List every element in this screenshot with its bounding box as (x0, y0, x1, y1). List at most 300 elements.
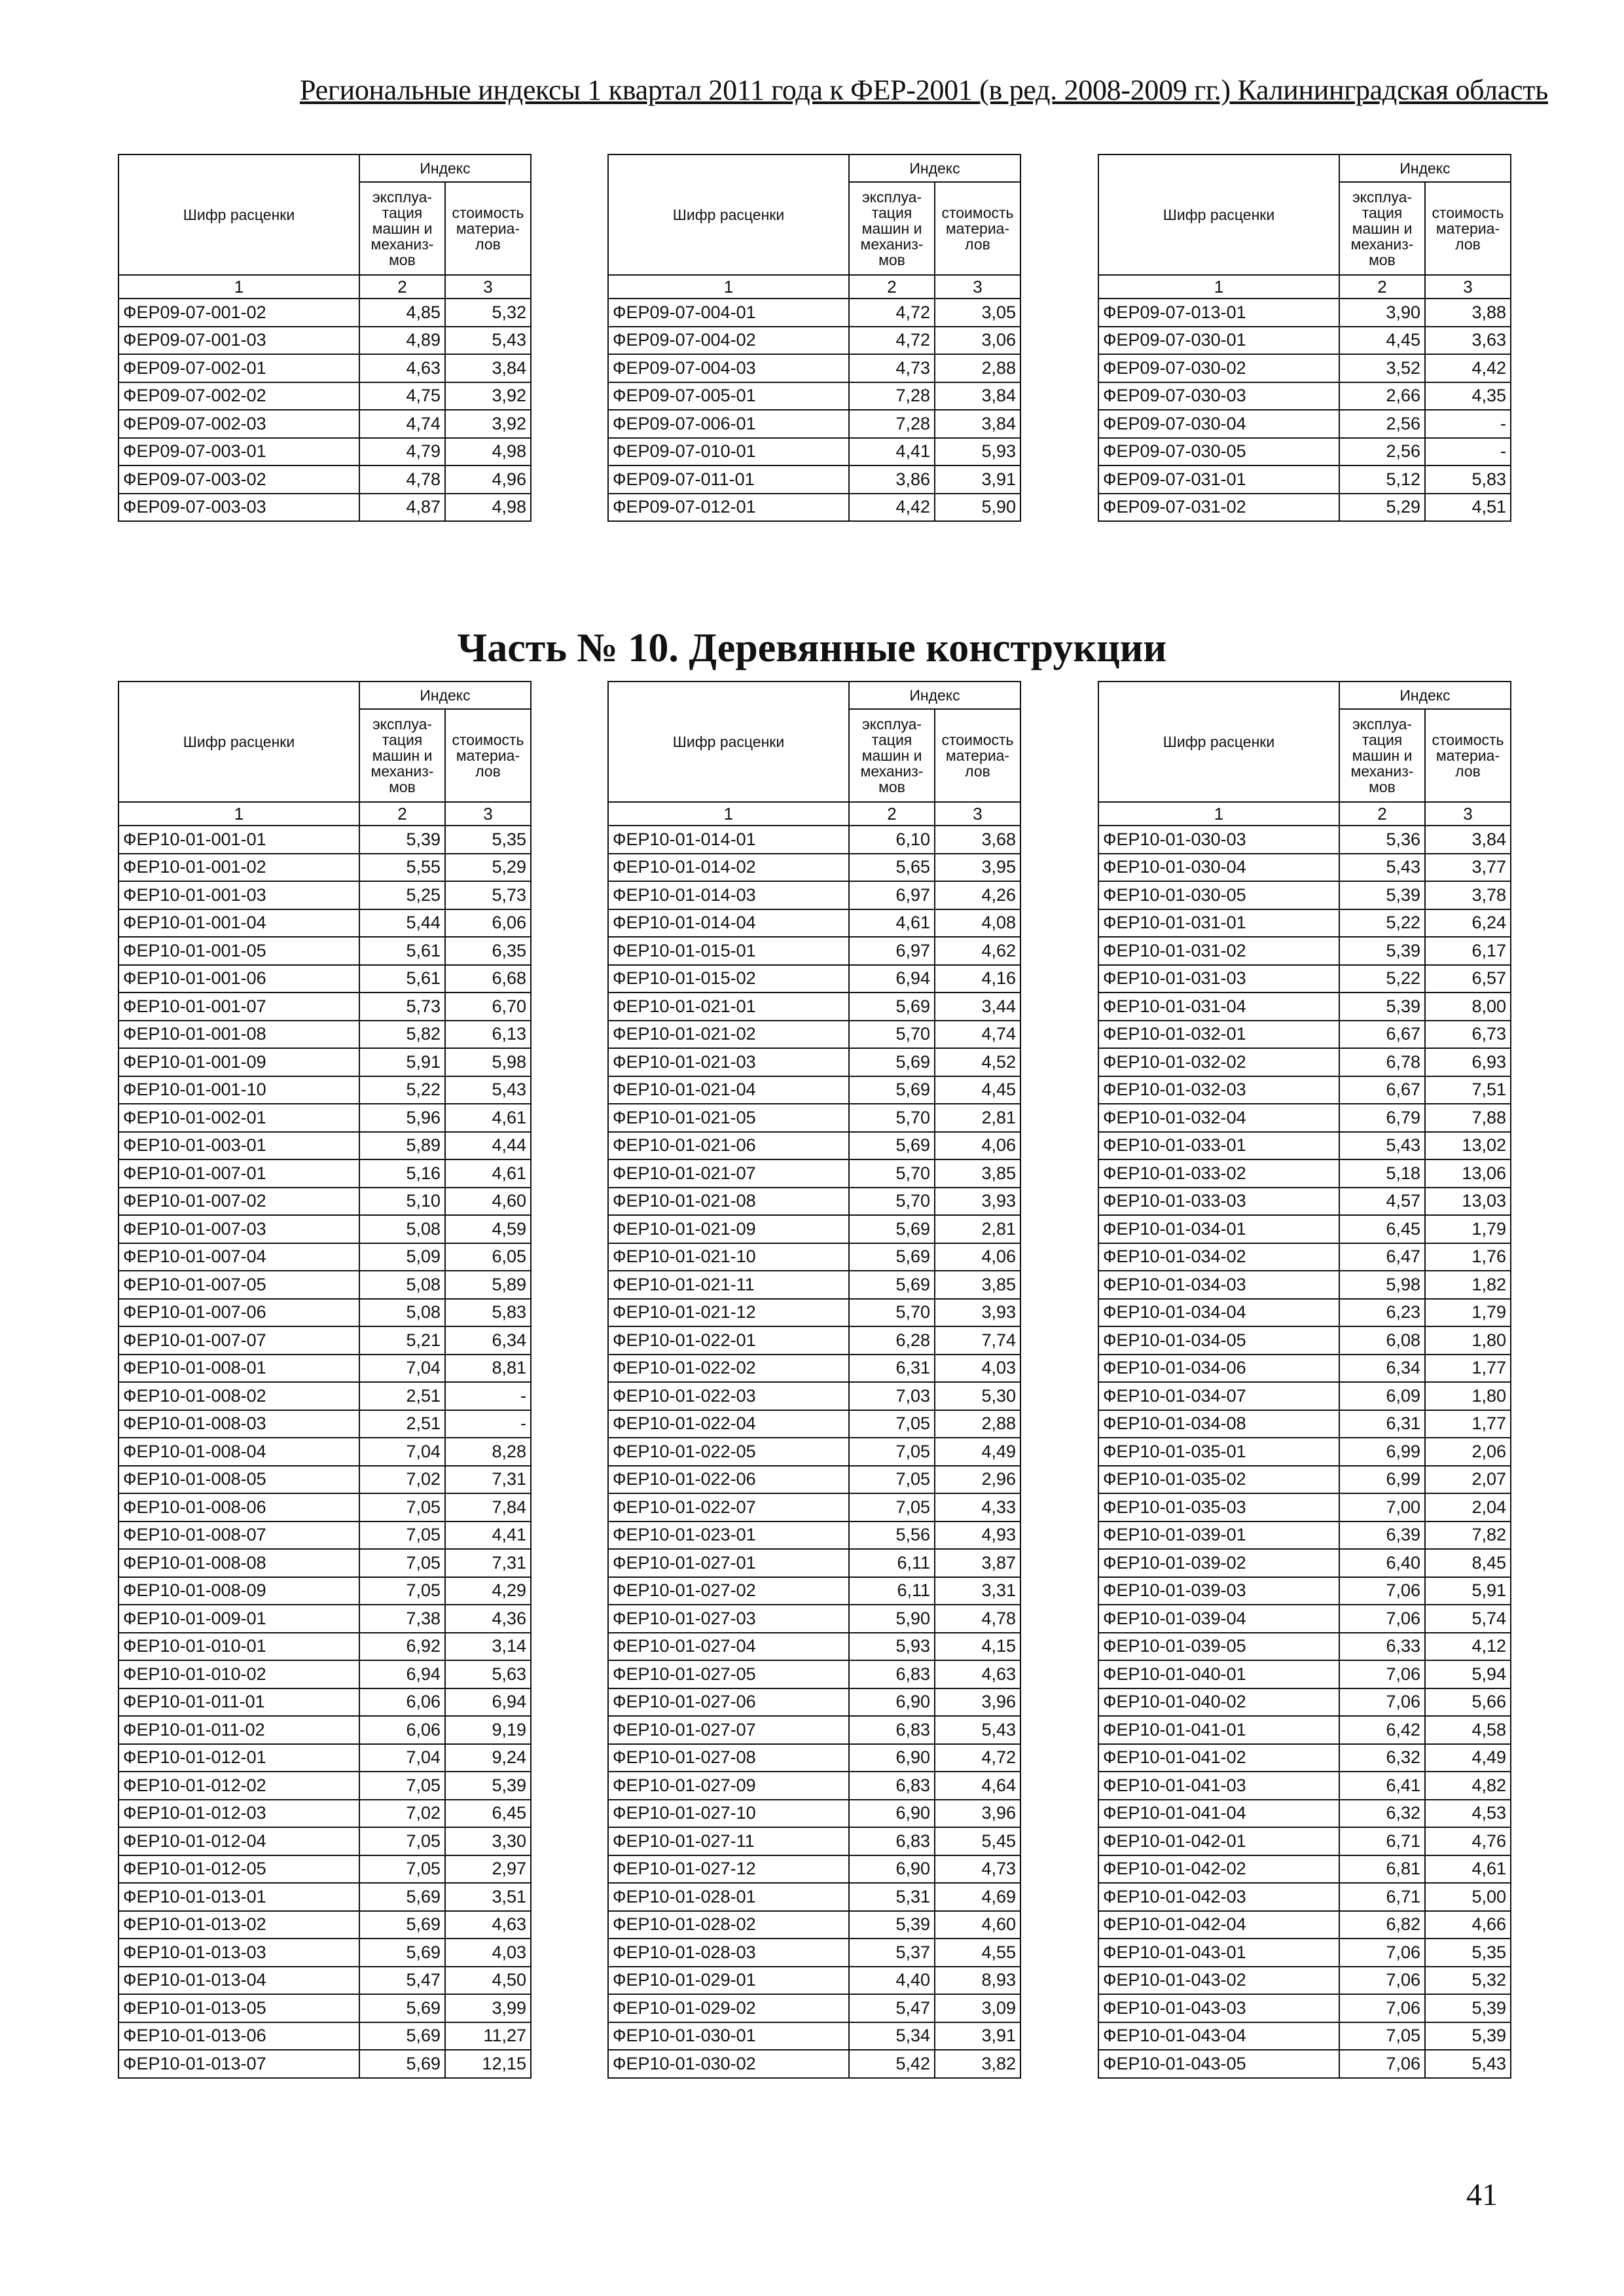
cell-machines: 5,69 (359, 2050, 445, 2078)
cell-materials: 12,15 (445, 2050, 531, 2078)
table-row (1098, 1271, 1511, 1299)
cell-code: ФЕР09-07-010-01 (608, 438, 849, 466)
cell-code: ФЕР10-01-034-02 (1098, 1243, 1339, 1271)
table-row (118, 1994, 531, 2022)
cell-machines: 5,47 (359, 1967, 445, 1995)
cell-code: ФЕР10-01-008-03 (118, 1410, 359, 1438)
cell-materials: 3,84 (445, 354, 531, 382)
table-row (1098, 1772, 1511, 1800)
table-row (118, 1827, 531, 1855)
table-row (608, 494, 1020, 522)
table-row (1098, 410, 1511, 438)
table-row (1098, 1716, 1511, 1744)
table-row (608, 881, 1020, 909)
cell-machines: 7,05 (849, 1438, 935, 1466)
table-row (118, 2022, 531, 2050)
cell-materials: 3,85 (935, 1271, 1020, 1299)
table-row (608, 1188, 1020, 1216)
cell-machines: 6,97 (849, 937, 935, 965)
cell-machines: 7,05 (359, 1827, 445, 1855)
table-body (1098, 299, 1511, 521)
cell-materials: 3,30 (445, 1827, 531, 1855)
cell-materials: 5,39 (1425, 1994, 1511, 2022)
cell-machines: 6,83 (849, 1716, 935, 1744)
cell-materials: 3,92 (445, 382, 531, 410)
table-row (608, 1660, 1020, 1688)
cell-materials: 4,58 (1425, 1716, 1511, 1744)
cell-code: ФЕР09-07-003-02 (118, 465, 359, 494)
cell-code: ФЕР09-07-004-02 (608, 327, 849, 355)
cell-materials: 4,82 (1425, 1772, 1511, 1800)
cell-machines: 6,90 (849, 1688, 935, 1717)
cell-machines: 6,33 (1339, 1633, 1425, 1661)
cell-machines: 5,39 (1339, 881, 1425, 909)
cell-machines: 7,04 (359, 1744, 445, 1772)
cell-materials: 4,16 (935, 965, 1020, 993)
table-row (1098, 1243, 1511, 1271)
cell-materials: 5,73 (445, 881, 531, 909)
table-row (1098, 1994, 1511, 2022)
cell-machines: 6,28 (849, 1326, 935, 1355)
table-row (608, 1104, 1020, 1132)
cell-machines: 5,69 (849, 1048, 935, 1076)
cell-code: ФЕР09-07-003-03 (118, 494, 359, 522)
cell-machines: 4,45 (1339, 327, 1425, 355)
table-row (1098, 1021, 1511, 1049)
cell-machines: 7,38 (359, 1605, 445, 1633)
cell-code: ФЕР10-01-007-05 (118, 1271, 359, 1299)
cell-code: ФЕР10-01-033-01 (1098, 1132, 1339, 1160)
cell-code: ФЕР10-01-001-06 (118, 965, 359, 993)
cell-materials: 6,35 (445, 937, 531, 965)
cell-materials: 4,06 (935, 1132, 1020, 1160)
cell-materials: 4,06 (935, 1243, 1020, 1271)
cell-machines: 4,87 (359, 494, 445, 522)
column-header-code: Шифр расценки (608, 155, 849, 275)
table-row (608, 1967, 1020, 1995)
table-row (1098, 1577, 1511, 1605)
table-row (1098, 1911, 1511, 1939)
cell-machines: 5,96 (359, 1104, 445, 1132)
column-header-code: Шифр расценки (1098, 155, 1339, 275)
cell-materials: 3,82 (935, 2050, 1020, 2078)
cell-materials: 4,64 (935, 1772, 1020, 1800)
cell-code: ФЕР10-01-028-01 (608, 1883, 849, 1911)
column-number-2: 2 (1339, 275, 1425, 299)
cell-code: ФЕР10-01-039-03 (1098, 1577, 1339, 1605)
table-row (118, 1688, 531, 1717)
cell-materials: 5,43 (445, 327, 531, 355)
cell-materials: 7,84 (445, 1493, 531, 1522)
cell-code: ФЕР10-01-012-03 (118, 1800, 359, 1828)
cell-materials: 4,52 (935, 1048, 1020, 1076)
cell-code: ФЕР10-01-023-01 (608, 1522, 849, 1550)
cell-machines: 6,99 (1339, 1466, 1425, 1494)
cell-machines: 7,03 (849, 1382, 935, 1410)
cell-materials: 4,26 (935, 881, 1020, 909)
table-row (118, 1132, 531, 1160)
cell-code: ФЕР10-01-043-01 (1098, 1939, 1339, 1967)
cell-machines: 7,05 (359, 1577, 445, 1605)
cell-code: ФЕР09-07-001-02 (118, 299, 359, 327)
cell-code: ФЕР10-01-039-04 (1098, 1605, 1339, 1633)
cell-machines: 5,69 (359, 2022, 445, 2050)
cell-machines: 7,06 (1339, 1967, 1425, 1995)
cell-machines: 6,94 (849, 965, 935, 993)
cell-code: ФЕР10-01-029-02 (608, 1994, 849, 2022)
cell-code: ФЕР10-01-042-03 (1098, 1883, 1339, 1911)
cell-code: ФЕР10-01-030-03 (1098, 826, 1339, 854)
cell-materials: 4,62 (935, 937, 1020, 965)
cell-materials: 5,45 (935, 1827, 1020, 1855)
cell-machines: 6,10 (849, 826, 935, 854)
cell-code: ФЕР10-01-007-04 (118, 1243, 359, 1271)
table-row (608, 438, 1020, 466)
cell-machines: 7,28 (849, 410, 935, 438)
cell-machines: 6,82 (1339, 1911, 1425, 1939)
table-row (608, 1215, 1020, 1243)
index-table-5 (607, 681, 1021, 2079)
table-row (118, 1188, 531, 1216)
cell-materials: 4,98 (445, 438, 531, 466)
cell-code: ФЕР10-01-021-07 (608, 1159, 849, 1188)
cell-code: ФЕР10-01-007-07 (118, 1326, 359, 1355)
table-row (118, 1883, 531, 1911)
table-row (608, 1382, 1020, 1410)
cell-machines: 5,70 (849, 1104, 935, 1132)
cell-materials: 6,34 (445, 1326, 531, 1355)
table-row (118, 354, 531, 382)
column-header-index: Индекс (359, 155, 531, 182)
cell-code: ФЕР10-01-030-02 (608, 2050, 849, 2078)
cell-machines: 5,56 (849, 1522, 935, 1550)
cell-code: ФЕР10-01-015-01 (608, 937, 849, 965)
column-header-code: Шифр расценки (608, 682, 849, 802)
cell-materials: 8,45 (1425, 1549, 1511, 1577)
cell-code: ФЕР10-01-008-06 (118, 1493, 359, 1522)
cell-machines: 6,23 (1339, 1299, 1425, 1327)
cell-code: ФЕР10-01-014-04 (608, 909, 849, 938)
index-table-2 (607, 154, 1021, 522)
index-table-1 (118, 154, 532, 522)
cell-materials: 7,82 (1425, 1522, 1511, 1550)
cell-code: ФЕР10-01-022-04 (608, 1410, 849, 1438)
cell-code: ФЕР10-01-032-01 (1098, 1021, 1339, 1049)
table-row (118, 881, 531, 909)
table-row (608, 1939, 1020, 1967)
cell-machines: 5,90 (849, 1605, 935, 1633)
cell-materials: 3,84 (1425, 826, 1511, 854)
cell-code: ФЕР10-01-033-02 (1098, 1159, 1339, 1188)
cell-code: ФЕР10-01-021-06 (608, 1132, 849, 1160)
cell-machines: 3,52 (1339, 354, 1425, 382)
table-row (118, 1438, 531, 1466)
column-number-3: 3 (935, 802, 1020, 826)
cell-materials: 4,66 (1425, 1911, 1511, 1939)
cell-machines: 6,34 (1339, 1355, 1425, 1383)
cell-code: ФЕР10-01-013-03 (118, 1939, 359, 1967)
cell-machines: 5,70 (849, 1021, 935, 1049)
cell-materials: 5,32 (1425, 1967, 1511, 1995)
table-row (608, 1438, 1020, 1466)
table-row (118, 327, 531, 355)
cell-code: ФЕР10-01-030-05 (1098, 881, 1339, 909)
cell-materials: 8,00 (1425, 993, 1511, 1021)
table-row (118, 1382, 531, 1410)
table-row (118, 965, 531, 993)
table-row (608, 1021, 1020, 1049)
table-row (608, 1048, 1020, 1076)
cell-code: ФЕР10-01-041-04 (1098, 1800, 1339, 1828)
cell-code: ФЕР10-01-021-12 (608, 1299, 849, 1327)
table-row (118, 1215, 531, 1243)
table-row (608, 465, 1020, 494)
cell-code: ФЕР10-01-034-01 (1098, 1215, 1339, 1243)
cell-machines: 5,31 (849, 1883, 935, 1911)
cell-materials: 2,81 (935, 1215, 1020, 1243)
table-row (118, 1772, 531, 1800)
cell-machines: 5,91 (359, 1048, 445, 1076)
cell-machines: 6,83 (849, 1660, 935, 1688)
cell-machines: 6,32 (1339, 1800, 1425, 1828)
column-number-2: 2 (1339, 802, 1425, 826)
cell-code: ФЕР10-01-013-05 (118, 1994, 359, 2022)
table-row (118, 299, 531, 327)
table-row (118, 1855, 531, 1884)
cell-machines: 4,40 (849, 1967, 935, 1995)
cell-machines: 5,42 (849, 2050, 935, 2078)
cell-code: ФЕР09-07-013-01 (1098, 299, 1339, 327)
table-row (1098, 1549, 1511, 1577)
cell-machines: 7,06 (1339, 1939, 1425, 1967)
index-table-6 (1098, 681, 1511, 2079)
column-number-2: 2 (359, 275, 445, 299)
cell-materials: 4,29 (445, 1577, 531, 1605)
cell-code: ФЕР09-07-012-01 (608, 494, 849, 522)
table-row (1098, 494, 1511, 522)
cell-machines: 5,82 (359, 1021, 445, 1049)
cell-machines: 5,69 (849, 1076, 935, 1104)
cell-code: ФЕР10-01-008-07 (118, 1522, 359, 1550)
cell-materials: 3,05 (935, 299, 1020, 327)
cell-materials: 4,73 (935, 1855, 1020, 1884)
cell-machines: 7,00 (1339, 1493, 1425, 1522)
cell-machines: 5,70 (849, 1188, 935, 1216)
cell-code: ФЕР09-07-030-01 (1098, 327, 1339, 355)
cell-code: ФЕР10-01-028-02 (608, 1911, 849, 1939)
table-row (608, 1577, 1020, 1605)
cell-materials: 3,68 (935, 826, 1020, 854)
cell-code: ФЕР10-01-041-03 (1098, 1772, 1339, 1800)
cell-machines: 2,66 (1339, 382, 1425, 410)
cell-machines: 7,05 (359, 1549, 445, 1577)
cell-code: ФЕР10-01-029-01 (608, 1967, 849, 1995)
cell-machines: 4,89 (359, 327, 445, 355)
cell-materials: 4,03 (935, 1355, 1020, 1383)
table-row (1098, 1438, 1511, 1466)
cell-materials: 3,88 (1425, 299, 1511, 327)
table-row (1098, 1967, 1511, 1995)
cell-machines: 6,71 (1339, 1827, 1425, 1855)
cell-code: ФЕР10-01-008-04 (118, 1438, 359, 1466)
table-body (1098, 826, 1511, 2078)
column-header-machines: эксплуа- тация машин и механиз- мов (1339, 182, 1425, 275)
table-row (608, 354, 1020, 382)
cell-machines: 5,69 (849, 1271, 935, 1299)
cell-code: ФЕР10-01-011-02 (118, 1716, 359, 1744)
cell-code: ФЕР10-01-027-12 (608, 1855, 849, 1884)
cell-materials: 8,28 (445, 1438, 531, 1466)
cell-code: ФЕР10-01-013-06 (118, 2022, 359, 2050)
cell-code: ФЕР10-01-021-09 (608, 1215, 849, 1243)
cell-machines: 4,79 (359, 438, 445, 466)
cell-machines: 6,41 (1339, 1772, 1425, 1800)
cell-materials: 6,94 (445, 1688, 531, 1717)
cell-materials: 4,36 (445, 1605, 531, 1633)
cell-materials: 4,42 (1425, 354, 1511, 382)
table-row (608, 1772, 1020, 1800)
cell-materials: 4,49 (1425, 1744, 1511, 1772)
table-row (1098, 1382, 1511, 1410)
cell-materials: 3,09 (935, 1994, 1020, 2022)
cell-machines: 5,44 (359, 909, 445, 938)
cell-materials: 3,99 (445, 1994, 531, 2022)
cell-materials: 6,24 (1425, 909, 1511, 938)
cell-code: ФЕР10-01-033-03 (1098, 1188, 1339, 1216)
cell-code: ФЕР10-01-010-01 (118, 1633, 359, 1661)
cell-machines: 4,63 (359, 354, 445, 382)
table-row (1098, 993, 1511, 1021)
cell-machines: 7,04 (359, 1355, 445, 1383)
cell-machines: 6,47 (1339, 1243, 1425, 1271)
cell-code: ФЕР10-01-011-01 (118, 1688, 359, 1717)
cell-code: ФЕР09-07-002-02 (118, 382, 359, 410)
cell-machines: 5,39 (359, 826, 445, 854)
cell-materials: 7,31 (445, 1549, 531, 1577)
cell-materials: 4,60 (935, 1911, 1020, 1939)
cell-code: ФЕР10-01-002-01 (118, 1104, 359, 1132)
table-row (118, 909, 531, 938)
cell-materials: 4,12 (1425, 1633, 1511, 1661)
cell-code: ФЕР10-01-007-01 (118, 1159, 359, 1188)
table-row (1098, 1827, 1511, 1855)
table-row (118, 1522, 531, 1550)
cell-materials: 4,03 (445, 1939, 531, 1967)
cell-machines: 5,10 (359, 1188, 445, 1216)
table-row (118, 1410, 531, 1438)
table-row (608, 1994, 1020, 2022)
cell-materials: 4,49 (935, 1438, 1020, 1466)
cell-materials: 6,93 (1425, 1048, 1511, 1076)
table-row (608, 1633, 1020, 1661)
table-row (608, 1243, 1020, 1271)
cell-code: ФЕР09-07-003-01 (118, 438, 359, 466)
page-header: Региональные индексы 1 квартал 2011 года к ФЕР-2001 (в ред. 2008-2009 гг.) Калининградская область (300, 74, 1548, 106)
table-row (118, 854, 531, 882)
cell-code: ФЕР10-01-021-08 (608, 1188, 849, 1216)
table-row (118, 465, 531, 494)
column-number-1: 1 (608, 275, 849, 299)
cell-materials: 3,51 (445, 1883, 531, 1911)
cell-code: ФЕР10-01-043-03 (1098, 1994, 1339, 2022)
cell-machines: 5,73 (359, 993, 445, 1021)
table-row (608, 327, 1020, 355)
cell-machines: 7,05 (849, 1466, 935, 1494)
cell-code: ФЕР10-01-003-01 (118, 1132, 359, 1160)
cell-machines: 6,90 (849, 1800, 935, 1828)
table-row (608, 1466, 1020, 1494)
column-number-1: 1 (1098, 802, 1339, 826)
cell-materials: 5,74 (1425, 1605, 1511, 1633)
cell-machines: 7,05 (359, 1855, 445, 1884)
cell-machines: 7,05 (849, 1493, 935, 1522)
cell-materials: 3,77 (1425, 854, 1511, 882)
cell-materials: 4,93 (935, 1522, 1020, 1550)
column-number-3: 3 (445, 275, 531, 299)
cell-materials: 3,91 (935, 465, 1020, 494)
column-number-2: 2 (359, 802, 445, 826)
cell-code: ФЕР10-01-001-01 (118, 826, 359, 854)
cell-machines: 6,81 (1339, 1855, 1425, 1884)
cell-code: ФЕР10-01-034-04 (1098, 1299, 1339, 1327)
cell-machines: 7,06 (1339, 1605, 1425, 1633)
cell-materials: 6,13 (445, 1021, 531, 1049)
cell-code: ФЕР10-01-008-08 (118, 1549, 359, 1577)
cell-machines: 5,69 (359, 1939, 445, 1967)
table-row (1098, 1326, 1511, 1355)
cell-machines: 5,39 (849, 1911, 935, 1939)
table-row (608, 2050, 1020, 2078)
cell-code: ФЕР10-01-012-05 (118, 1855, 359, 1884)
cell-code: ФЕР09-07-002-03 (118, 410, 359, 438)
cell-machines: 5,69 (359, 1994, 445, 2022)
table-row (1098, 1410, 1511, 1438)
table-row (118, 1633, 531, 1661)
cell-materials: 4,74 (935, 1021, 1020, 1049)
table-row (118, 438, 531, 466)
column-number-3: 3 (445, 802, 531, 826)
table-row (1098, 1493, 1511, 1522)
cell-machines: 5,22 (359, 1076, 445, 1104)
cell-materials: 7,31 (445, 1466, 531, 1494)
table-row (118, 1299, 531, 1327)
cell-machines: 7,06 (1339, 2050, 1425, 2078)
table-row (118, 1716, 531, 1744)
table-row (1098, 1855, 1511, 1884)
table-row (1098, 881, 1511, 909)
cell-machines: 5,69 (849, 1243, 935, 1271)
cell-machines: 5,65 (849, 854, 935, 882)
cell-machines: 2,51 (359, 1382, 445, 1410)
table-body (608, 299, 1020, 521)
cell-machines: 6,67 (1339, 1021, 1425, 1049)
cell-materials: 9,19 (445, 1716, 531, 1744)
cell-materials: 2,88 (935, 354, 1020, 382)
cell-code: ФЕР10-01-034-06 (1098, 1355, 1339, 1383)
table-row (118, 2050, 531, 2078)
cell-code: ФЕР10-01-027-09 (608, 1772, 849, 1800)
table-row (1098, 1215, 1511, 1243)
cell-code: ФЕР10-01-021-02 (608, 1021, 849, 1049)
column-header-machines: эксплуа- тация машин и механиз- мов (359, 182, 445, 275)
cell-machines: 2,51 (359, 1410, 445, 1438)
table-row (118, 1021, 531, 1049)
cell-code: ФЕР10-01-039-05 (1098, 1633, 1339, 1661)
cell-materials: 4,61 (1425, 1855, 1511, 1884)
cell-materials: 5,39 (1425, 2022, 1511, 2050)
cell-machines: 5,08 (359, 1271, 445, 1299)
cell-code: ФЕР10-01-013-04 (118, 1967, 359, 1995)
